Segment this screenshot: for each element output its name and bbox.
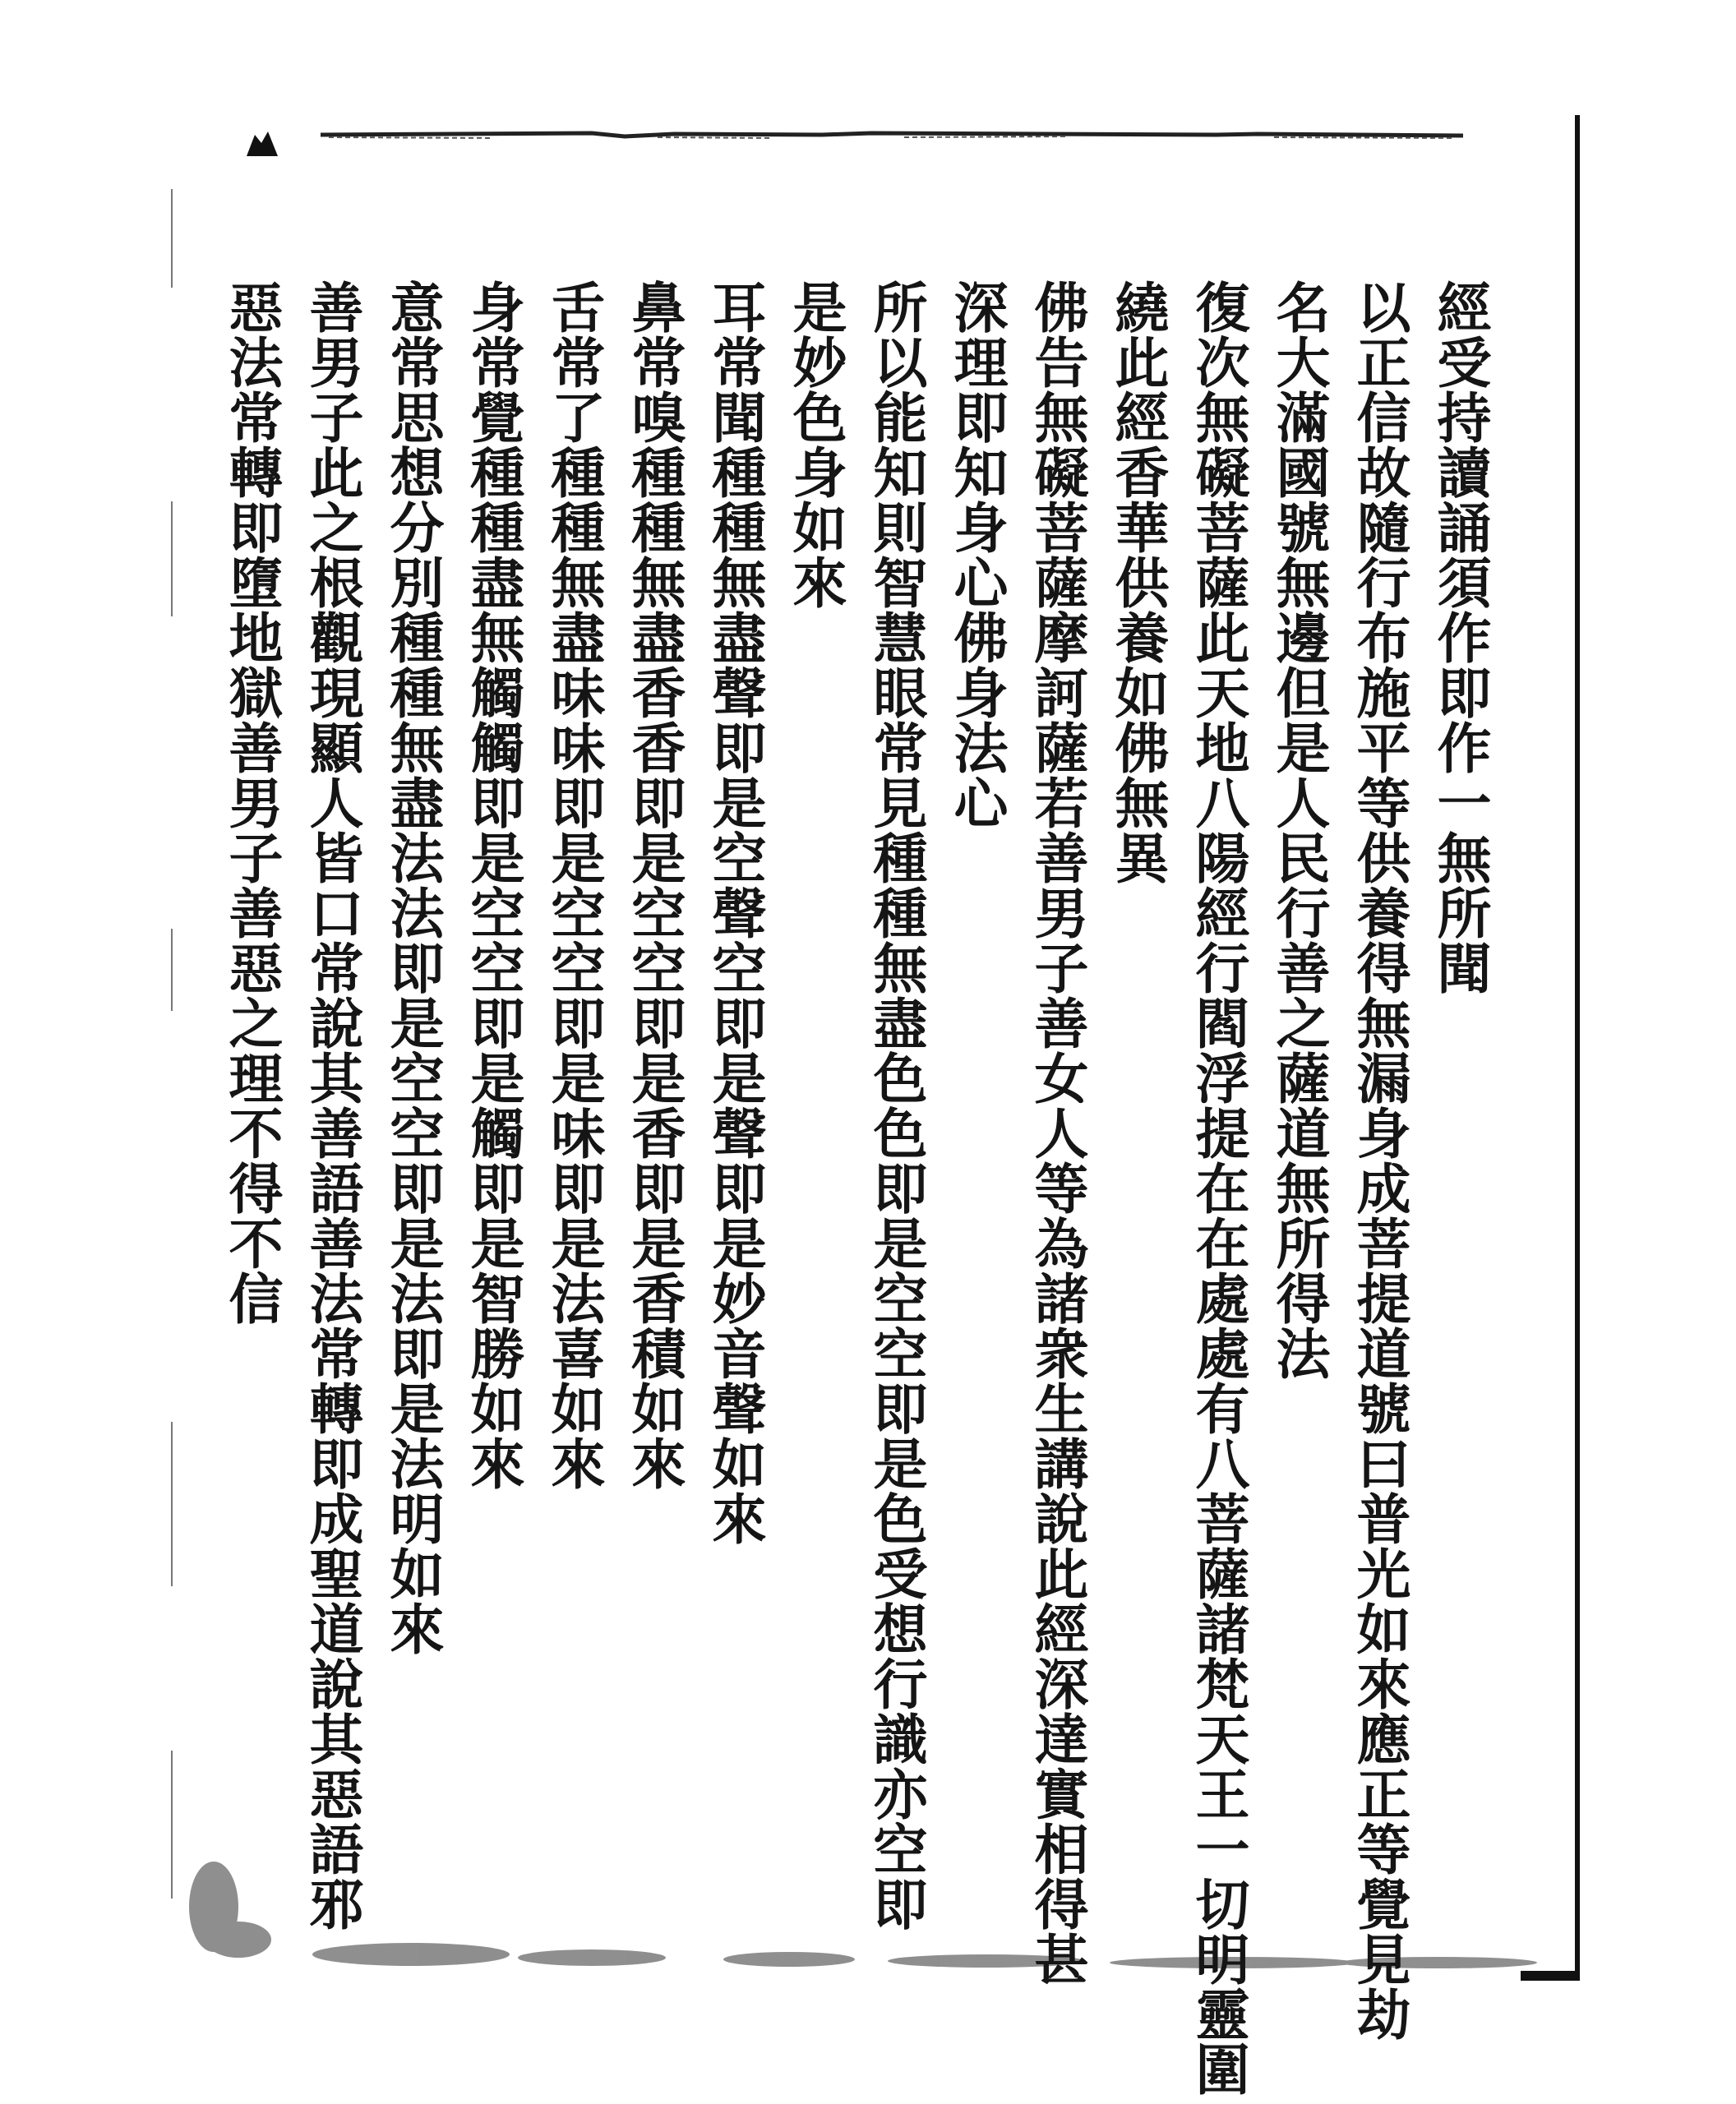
text-column-8: 所以能知則智慧眼常見種種無盡色色即是空空即是色受想行識亦空即 [864, 279, 928, 1931]
text-column-16: 惡法常轉即墮地獄善男子善惡之理不得不信 [219, 279, 284, 1326]
vertical-text-block [210, 279, 1500, 2097]
text-column-12: 舌常了種種無盡味味即是空空即是味即是法喜如來 [542, 279, 606, 1491]
text-column-3: 名大滿國號無邊但是人民行善之薩道無所得法 [1267, 279, 1331, 1381]
text-column-7: 深理即知身心佛身法心 [944, 279, 1009, 830]
text-column-1: 經受持讀誦須作即作一無所聞 [1428, 279, 1492, 995]
text-column-11: 鼻常嗅種種無盡香香即是空空即是香即是香積如來 [622, 279, 686, 1491]
text-column-13: 身常覺種種盡無觸觸即是空空即是觸即是智勝如來 [461, 279, 525, 1491]
text-column-5: 繞此經香華供養如佛無異 [1106, 279, 1170, 885]
text-column-15: 善男子此之根觀現顯人皆口常說其善語善法常轉即成聖道說其惡語邪 [300, 279, 364, 1931]
text-column-4: 復次無礙菩薩此天地八陽經行閻浮提在在處處有八菩薩諸梵天王一切明靈圍 [1186, 279, 1250, 2097]
left-faint-edge [169, 189, 175, 1899]
text-column-6: 佛告無礙菩薩摩訶薩若善男子善女人等為諸衆生講說此經深達實相得甚 [1025, 279, 1089, 1986]
text-column-10: 耳常聞種種無盡聲即是空聲空即是聲即是妙音聲如來 [703, 279, 767, 1546]
text-column-14: 意常思想分別種種無盡法法即是空空即是法即是法明如來 [381, 279, 445, 1656]
top-torn-edge [247, 130, 1463, 141]
text-column-2: 以正信故隨行布施平等供養得無漏身成菩提道號曰普光如來應正等覺見劫 [1347, 279, 1411, 2042]
text-column-9: 是妙色身如來 [783, 279, 847, 610]
right-border-line [1575, 115, 1580, 1981]
